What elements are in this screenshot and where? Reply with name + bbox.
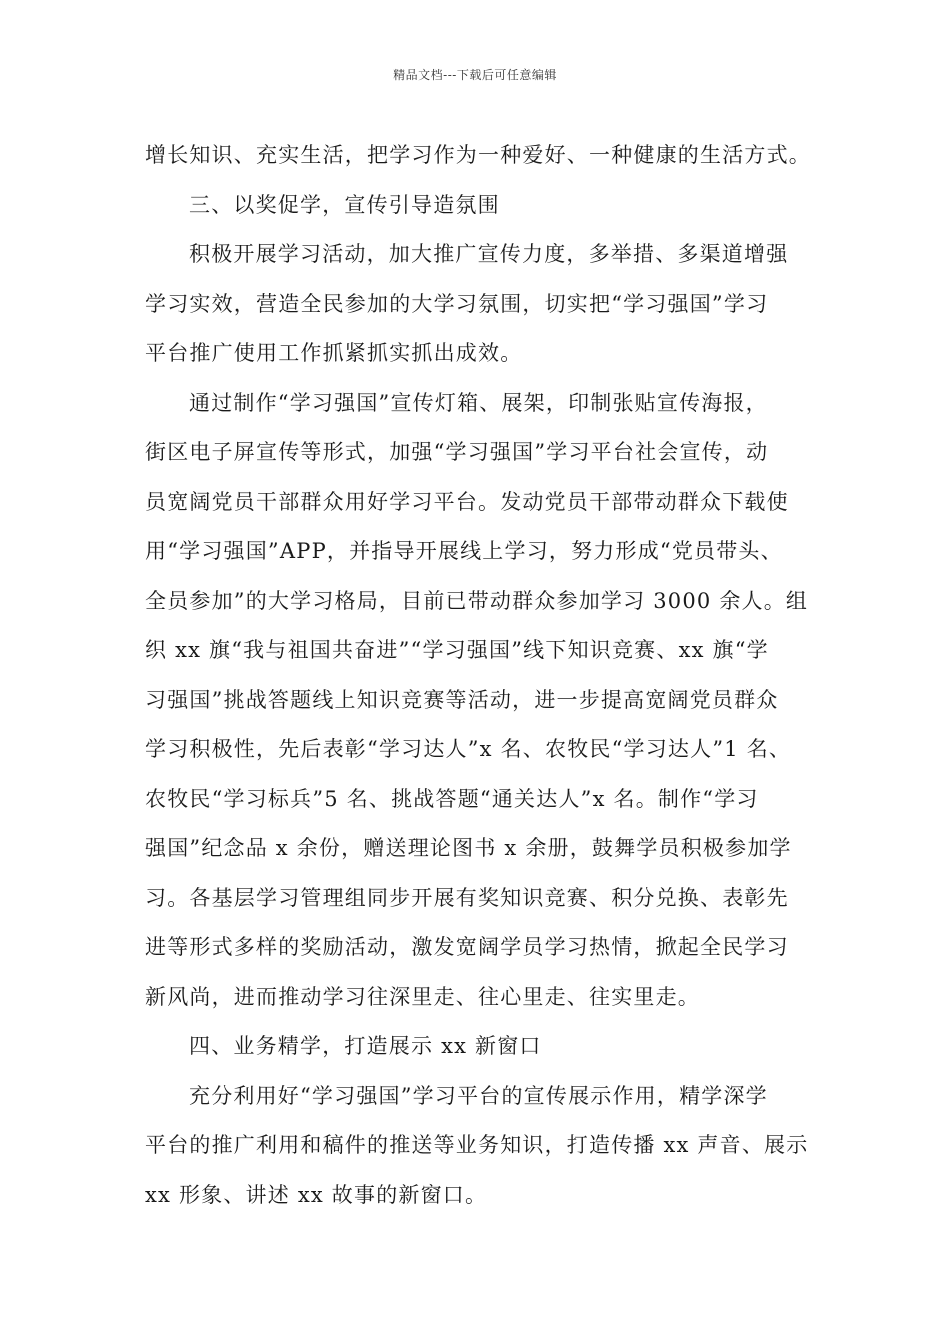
text-line: 习。各基层学习管理组同步开展有奖知识竞赛、积分兑换、表彰先 <box>145 885 789 910</box>
section-heading: 三、以奖促学，宣传引导造氛围 <box>189 192 500 217</box>
text-line: 平台的推广利用和稿件的推送等业务知识，打造传播 xx 声音、展示 <box>145 1133 809 1157</box>
text-line: 织 xx 旗“我与祖国共奋进”“学习强国”线下知识竞赛、xx 旗“学 <box>145 638 769 662</box>
text-line: xx 形象、讲述 xx 故事的新窗口。 <box>145 1182 488 1207</box>
text-line: 用“学习强国”APP，并指导开展线上学习，努力形成“党员带头、 <box>145 539 783 563</box>
text-line: 街区电子屏宣传等形式，加强“学习强国”学习平台社会宣传，动 <box>145 440 769 464</box>
text-line: 强国”纪念品 x 余份，赠送理论图书 x 余册，鼓舞学员积极参加学 <box>145 836 792 860</box>
text-line: 学习实效，营造全民参加的大学习氛围，切实把“学习强国”学习 <box>145 291 769 316</box>
paragraph-start: 通过制作“学习强国”宣传灯箱、展架，印制张贴宣传海报， <box>189 390 768 415</box>
text-line: 平台推广使用工作抓紧抓实抓出成效。 <box>145 341 523 365</box>
text-line: 新风尚，进而推动学习往深里走、往心里走、往实里走。 <box>145 984 700 1009</box>
text-line: 习强国”挑战答题线上知识竞赛等活动，进一步提高宽阔党员群众 <box>145 687 779 712</box>
text-line: 进等形式多样的奖励活动，激发宽阔学员学习热情，掀起全民学习 <box>145 935 789 959</box>
text-line: 员宽阔党员干部群众用好学习平台。发动党员干部带动群众下载使 <box>145 489 789 514</box>
paragraph-start: 积极开展学习活动，加大推广宣传力度，多举措、多渠道增强 <box>189 242 789 266</box>
section-heading: 四、业务精学，打造展示 xx 新窗口 <box>189 1034 542 1058</box>
page-header: 精品文档---下载后可任意编辑 <box>393 68 557 82</box>
text-line: 学习积极性，先后表彰“学习达人”x 名、农牧民“学习达人”1 名、 <box>145 737 792 761</box>
text-line: 全员参加”的大学习格局，目前已带动群众参加学习 3000 余人。组 <box>145 588 809 613</box>
text-line: 农牧民“学习标兵”5 名、挑战答题“通关达人”x 名。制作“学习 <box>145 786 759 811</box>
document-body <box>145 131 825 1220</box>
paragraph-start: 充分利用好“学习强国”学习平台的宣传展示作用，精学深学 <box>189 1083 768 1108</box>
text-line: 增长知识、充实生活，把学习作为一种爱好、一种健康的生活方式。 <box>145 143 811 167</box>
